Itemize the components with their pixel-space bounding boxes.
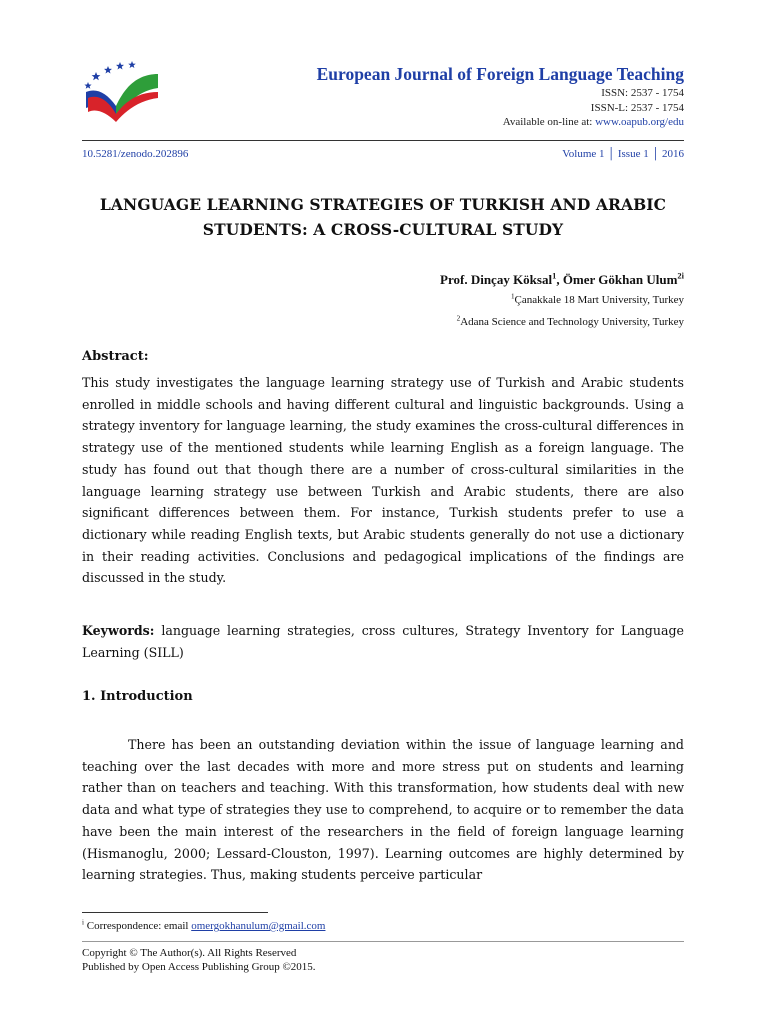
paper-title-line-1: LANGUAGE LEARNING STRATEGIES OF TURKISH AND ARABIC — [99, 195, 667, 214]
author-block — [440, 271, 684, 333]
affiliation-2-mark: 2 — [456, 314, 461, 323]
author-separator: , — [556, 272, 563, 287]
author-2: Ömer Gökhan Ulum — [562, 272, 678, 287]
footer — [82, 946, 316, 974]
paper-title-line-2: STUDENTS: A CROSS-CULTURAL STUDY — [202, 220, 564, 239]
abstract-heading: Abstract: — [82, 349, 149, 364]
publisher-line: Published by Open Access Publishing Group ©2015. — [82, 961, 316, 973]
footnote-marker: i — [82, 918, 84, 927]
footnote — [82, 920, 325, 932]
section-heading-introduction: 1. Introduction — [82, 689, 193, 704]
issn-l: ISSN-L: 2537 - 1754 — [590, 101, 684, 114]
affiliation-1-text: Çanakkale 18 Mart University, Turkey — [514, 294, 684, 306]
keywords — [82, 620, 684, 663]
footnote-divider — [82, 912, 268, 913]
volume-issue-year: Volume 1 │ Issue 1 │ 2016 — [562, 148, 684, 160]
affiliation-1 — [440, 289, 684, 311]
author-1-affiliation-mark: 1 — [552, 270, 557, 281]
header-divider — [82, 140, 684, 141]
journal-issn-block — [503, 86, 684, 130]
availability-line — [503, 115, 684, 130]
abstract-text: This study investigates the language learning strategy use of Turkish and Arabic students enrolled in middle schools and having different cultural and linguistic backgrounds. Using a strategy inventory for language learning, the study examines the cross-cultural differences in strategy use of the mentioned students while learning English as a foreign language. The study has found out that though there are a number of cross-cultural similarities in the language learning strategy use between Turkish and Arabic students, there are also significant differences between them. For instance, Turkish students prefer to use a dictionary while reading English texts, but Arabic students generally do not use a dictionary in their reading activities. Conclusions and pedagogical implications of the findings are discussed in the study. — [82, 375, 684, 586]
keywords-label: Keywords: — [82, 623, 155, 638]
keywords-text: language learning strategies, cross cultures, Strategy Inventory for Language Learning (SILL) — [82, 623, 684, 660]
journal-title: European Journal of Foreign Language Teaching — [316, 64, 684, 84]
available-label: Available on-line at: — [502, 116, 596, 128]
correspondence-email-link[interactable]: omergokhanulum@gmail.com — [191, 920, 326, 932]
author-1: Prof. Dinçay Köksal — [440, 272, 553, 287]
issn: ISSN: 2537 - 1754 — [601, 87, 684, 99]
affiliation-2 — [440, 311, 684, 333]
affiliation-2-text: Adana Science and Technology University, Turkey — [460, 316, 684, 328]
doi-link[interactable]: 10.5281/zenodo.202896 — [82, 148, 189, 160]
footer-divider — [82, 941, 684, 942]
author-names — [440, 271, 684, 289]
affiliation-1-mark: 1 — [510, 292, 515, 301]
introduction-text: There has been an outstanding deviation within the issue of language learning and teaching over the last decades with more and more stress put on students and learning rather than on teachers and teaching. With this transformation, how students deal with new data and what type of strategies they use to comprehend, to acquire or to remember the data have been the main interest of the researchers in the field of foreign language learning (Hismanoglu, 2000; Lessard-Clouston, 1997). Learning outcomes are highly determined by learning strategies. Thus, making students perceive particular — [82, 737, 684, 883]
footnote-label: Correspondence: email — [83, 920, 192, 932]
copyright-line: Copyright © The Author(s). All Rights Reserved — [82, 947, 297, 959]
journal-website-link[interactable]: www.oapub.org/edu — [595, 116, 684, 128]
author-2-affiliation-mark: 2i — [677, 270, 684, 281]
journal-logo-icon — [82, 58, 160, 124]
paper-title — [82, 192, 684, 242]
